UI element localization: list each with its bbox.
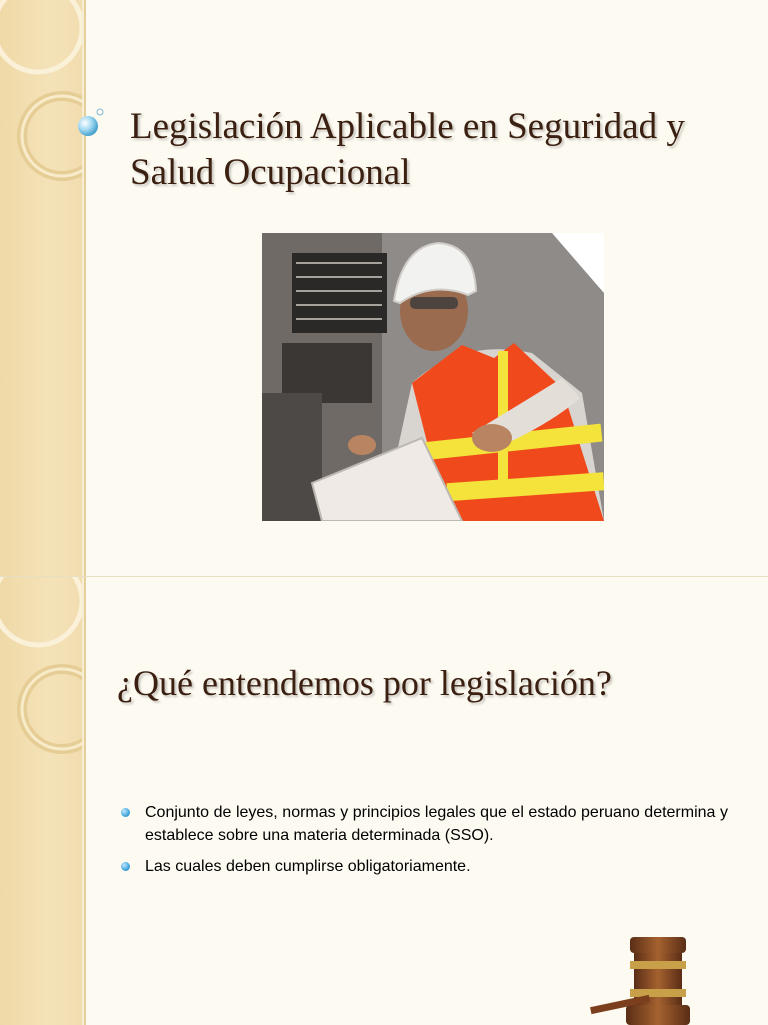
circle-ornament-icon — [0, 577, 84, 1025]
bullet-item — [118, 801, 728, 847]
slide-title: Legislación Aplicable en Seguridad y Salud Ocupacional — [130, 106, 685, 193]
circle-ornament-icon — [0, 0, 84, 576]
bullet-dot-icon — [121, 862, 130, 871]
gavel-icon — [590, 931, 768, 1025]
worker-photo — [262, 233, 604, 521]
bubble-ornament-icon — [70, 102, 110, 142]
bullet-dot-icon — [121, 808, 130, 817]
slide-2 — [0, 576, 768, 1025]
bullet-text: Conjunto de leyes, normas y principios legales que el estado peruano determina y establece sobre una materia determinada (SSO). — [145, 804, 728, 844]
slide-subtitle: ¿Qué entendemos por legislación? — [117, 663, 612, 703]
bullet-text: Las cuales deben cumplirse obligatoriamente. — [145, 858, 471, 875]
bullet-list — [118, 801, 728, 886]
bullet-item — [118, 855, 728, 878]
sidebar-decoration — [0, 577, 86, 1025]
sidebar-decoration — [0, 0, 86, 576]
